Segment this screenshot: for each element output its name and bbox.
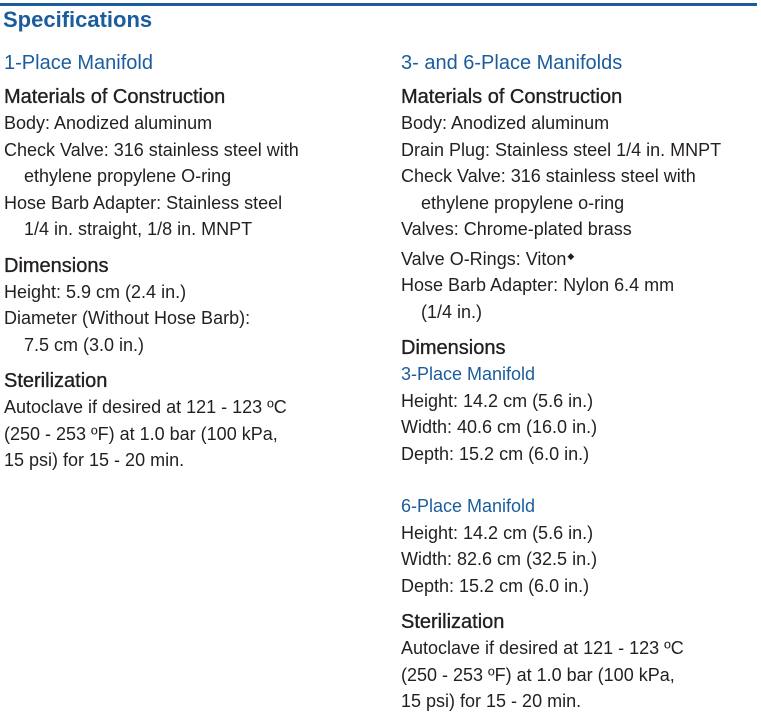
spacer bbox=[401, 467, 759, 493]
three-place-line: Height: 14.2 cm (5.6 in.) bbox=[401, 390, 594, 411]
six-place-line: Width: 82.6 cm (32.5 in.) bbox=[401, 549, 598, 569]
left-dimensions-line: Height: 5.9 cm (2.4 in.) bbox=[4, 281, 187, 302]
three-place-line: Depth: 15.2 cm (6.0 in.) bbox=[401, 443, 590, 464]
page-title: Specifications bbox=[3, 7, 153, 32]
right-sterilization-heading: Sterilization bbox=[401, 611, 505, 633]
right-materials-heading: Materials of Construction bbox=[401, 86, 623, 108]
left-dimensions-section bbox=[4, 253, 374, 359]
right-column-title: 3- and 6-Place Manifolds bbox=[401, 52, 623, 74]
six-place-line: Height: 14.2 cm (5.6 in.) bbox=[401, 522, 594, 543]
right-sterilization-line: (250 - 253 ºF) at 1.0 bar (100 kPa, bbox=[401, 664, 675, 685]
left-materials-section bbox=[4, 84, 374, 243]
left-dimensions-line: 7.5 cm (3.0 in.) bbox=[24, 334, 145, 355]
three-place-line: Width: 40.6 cm (16.0 in.) bbox=[401, 417, 598, 437]
left-sterilization-section bbox=[4, 368, 374, 474]
left-column bbox=[4, 50, 374, 484]
right-materials-line: ethylene propylene o-ring bbox=[421, 192, 625, 213]
valve-orings-text: Valve O-Rings: Viton bbox=[401, 248, 567, 269]
right-materials-line: Valves: Chrome-plated brass bbox=[401, 219, 632, 239]
right-materials-line: Hose Barb Adapter: Nylon 6.4 mm bbox=[401, 275, 675, 295]
six-place-line: Depth: 15.2 cm (6.0 in.) bbox=[401, 575, 590, 596]
right-materials-line: Body: Anodized aluminum bbox=[401, 113, 610, 133]
left-materials-line: Check Valve: 316 stainless steel with bbox=[4, 139, 299, 160]
right-materials-line: Check Valve: 316 stainless steel with bbox=[401, 166, 696, 186]
left-materials-line: ethylene propylene O-ring bbox=[24, 166, 232, 186]
right-dimensions-heading: Dimensions bbox=[401, 337, 506, 359]
left-sterilization-line: Autoclave if desired at 121 - 123 ºC bbox=[4, 397, 287, 417]
right-sterilization-line: Autoclave if desired at 121 - 123 ºC bbox=[401, 638, 684, 658]
right-dimensions-section bbox=[401, 335, 759, 599]
right-sterilization-section bbox=[401, 609, 759, 715]
left-materials-line: 1/4 in. straight, 1/8 in. MNPT bbox=[24, 219, 253, 239]
left-dimensions-heading: Dimensions bbox=[4, 254, 109, 277]
left-sterilization-line: 15 psi) for 15 - 20 min. bbox=[4, 450, 185, 470]
left-sterilization-line: (250 - 253 ºF) at 1.0 bar (100 kPa, bbox=[4, 423, 278, 444]
left-materials-line: Body: Anodized aluminum bbox=[4, 113, 213, 133]
six-place-subheading: 6-Place Manifold bbox=[401, 496, 536, 516]
right-materials-section bbox=[401, 84, 759, 325]
three-place-subheading: 3-Place Manifold bbox=[401, 364, 536, 384]
left-sterilization-heading: Sterilization bbox=[4, 370, 108, 392]
left-materials-heading: Materials of Construction bbox=[4, 86, 226, 108]
left-column-title: 1-Place Manifold bbox=[4, 52, 153, 74]
left-dimensions-line: Diameter (Without Hose Barb): bbox=[4, 308, 251, 328]
right-materials-line: Drain Plug: Stainless steel 1/4 in. MNPT bbox=[401, 139, 722, 160]
trademark-diamond-icon: ◆ bbox=[567, 250, 575, 261]
right-materials-line: (1/4 in.) bbox=[421, 301, 483, 322]
right-sterilization-line: 15 psi) for 15 - 20 min. bbox=[401, 691, 582, 711]
left-materials-line: Hose Barb Adapter: Stainless steel bbox=[4, 192, 283, 213]
right-materials-line bbox=[401, 243, 759, 273]
right-column bbox=[401, 50, 759, 725]
